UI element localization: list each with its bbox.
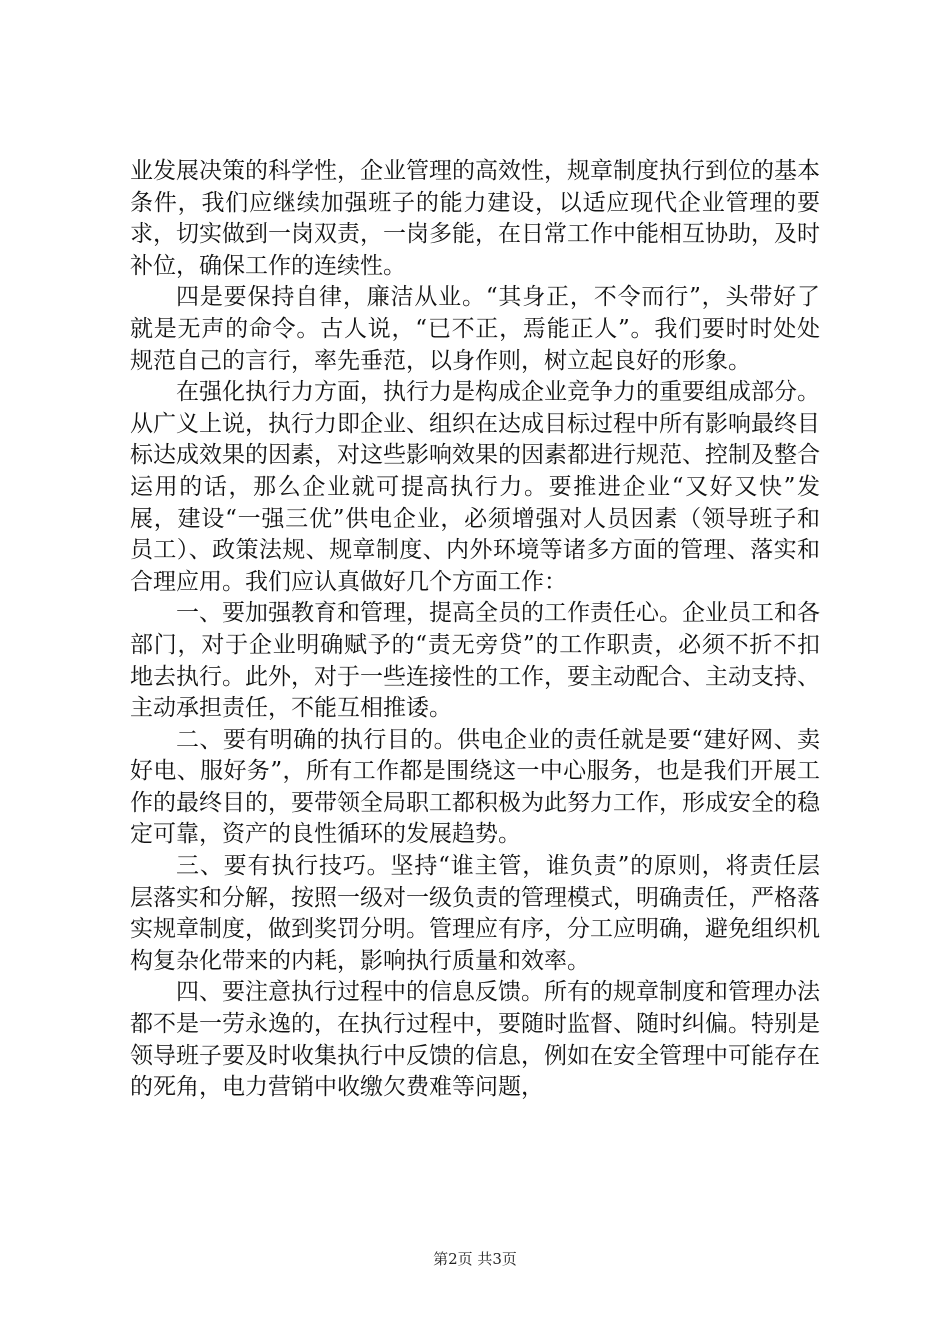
page-number: 第2页 共3页 bbox=[433, 1250, 517, 1268]
document-body bbox=[130, 156, 820, 1104]
paragraph: 四、要注意执行过程中的信息反馈。所有的规章制度和管理办法都不是一劳永逸的，在执行过程中，要随时监督、随时纠偏。特别是领导班子要及时收集执行中反馈的信息，例如在安全管理中可能存在的死角，电力营销中收缴欠费难等问题， bbox=[130, 979, 820, 1101]
paragraph: 三、要有执行技巧。坚持“谁主管，谁负责”的原则，将责任层层落实和分解，按照一级对一级负责的管理模式，明确责任，严格落实规章制度，做到奖罚分明。管理应有序，分工应明确，避免组织机构复杂化带来的内耗，影响执行质量和效率。 bbox=[130, 853, 820, 974]
paragraph: 业发展决策的科学性，企业管理的高效性，规章制度执行到位的基本条件，我们应继续加强班子的能力建设，以适应现代企业管理的要求，切实做到一岗双责，一岗多能，在日常工作中能相互协助，及时补位，确保工作的连续性。 bbox=[130, 158, 820, 279]
paragraph: 一、要加强教育和管理，提高全员的工作责任心。企业员工和各部门，对于企业明确赋予的“责无旁贷”的工作职责，必须不折不扣地去执行。此外，对于一些连接性的工作，要主动配合、主动支持、主动承担责任，不能互相推诿。 bbox=[130, 600, 820, 722]
paragraph: 四是要保持自律，廉洁从业。“其身正，不令而行”，头带好了就是无声的命令。古人说，“已不正，焉能正人”。我们要时时处处规范自己的言行，率先垂范，以身作则，树立起良好的形象。 bbox=[130, 284, 820, 374]
page-footer bbox=[0, 1248, 950, 1269]
paragraph: 二、要有明确的执行目的。供电企业的责任就是要“建好网、卖好电、服好务”，所有工作都是围绕这一中心服务，也是我们开展工作的最终目的，要带领全局职工都积极为此努力工作，形成安全的稳定可靠，资产的良性循环的发展趋势。 bbox=[130, 726, 820, 848]
paragraph: 在强化执行力方面，执行力是构成企业竞争力的重要组成部分。从广义上说，执行力即企业、组织在达成目标过程中所有影响最终目标达成效果的因素，对这些影响效果的因素都进行规范、控制及整合运用的话，那么企业就可提高执行力。要推进企业“又好又快”发展，建设“一强三优”供电企业，必须增强对人员因素（领导班子和员工）、政策法规、规章制度、内外环境等诸多方面的管理、落实和合理应用。我们应认真做好几个方面工作： bbox=[130, 379, 820, 595]
